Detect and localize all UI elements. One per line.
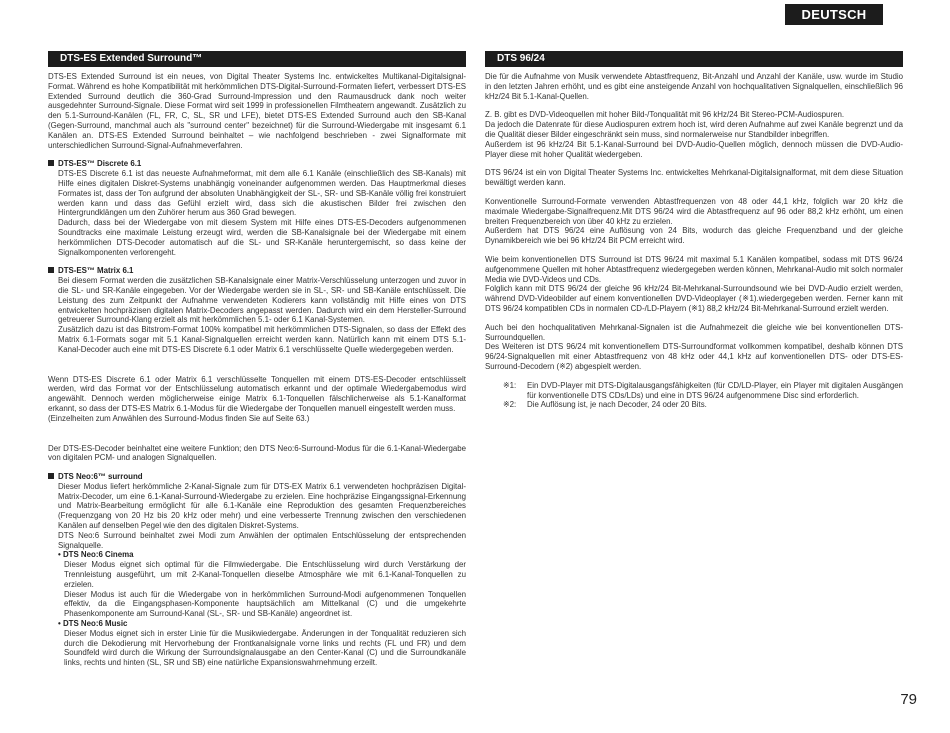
page-number: 79 (900, 691, 917, 708)
page-reference: (Einzelheiten zum Anwählen des Surround-Modus finden Sie auf Seite 63.) (48, 413, 310, 423)
language-tab: DEUTSCH (785, 4, 883, 25)
matrix-paragraph: Zusätzlich dazu ist das Bitstrom-Format 100% kompatibel mit herkömmlichen DTS-Signalen, so dass der Effekt des Matrix 6.1-Formats sogar mit 5.1 Kanal-Signalquellen erreicht werden kann. Natürlich kann mit einem DTS 5.1-Kanal-Decoder auch eine mit DTS-ES Discrete 6.1 oder Matrix 6.1 verschlüsselte Quelle wiedergegeben werden. (58, 325, 466, 354)
neo6-cinema-paragraph: Dieser Modus ist auch für die Wiedergabe von in herkömmlichen Surround-Modi aufgenommenen Tonquellen effektiv, da die Eingangsphasen-Komponente hauptsächlich am Mittelkanal (C) und die umgekehrte Phasenkomponente am Surround-Kanal (SL-, SR- und SB-Kanäle) angeordnet ist. (64, 589, 466, 619)
dts96-paragraph: Außerdem ist 96 kHz/24 Bit 5.1-Kanal-Surround bei DVD-Audio-Quellen möglich, dennoch müssen die DVD-Audio-Player diese mit hoher Qualität wiedergeben. (485, 139, 903, 159)
square-bullet-icon (48, 473, 54, 479)
neo6-music-heading: • DTS Neo:6 Music (58, 619, 128, 629)
neo6-intro: Der DTS-ES-Decoder beinhaltet eine weitere Funktion; den DTS Neo:6-Surround-Modus für die 6.1-Kanal-Wiedergabe von digitalen PCM- und analogen Signalquellen. (48, 443, 466, 463)
matrix-paragraph: Bei diesem Format werden die zusätzlichen SB-Kanalsignale einer Matrix-Verschlüsselung unterzogen und zuvor in die SL- und SR-Kanäle eingegeben. Vor der Wiedergabe werden sie in SL-, SR- und SB-Kanäle entschlüsselt. Die Leistung des zum Zeitpunkt der Aufnahme verwendeten Kodierers kann vollständig mit Hilfe eines von DTS entwickelten hochpräzisen digitalen Matrix-Decoders angepasst werden. Dadurch wird ein dem Hersteller-Surround getreuerer Surround-Klang erzielt als mit herkömmlichen 5.1- oder 6.1 Kanal-Systemen. (58, 276, 466, 325)
section-title-dts-es: DTS-ES Extended Surround™ (48, 51, 466, 67)
dts96-paragraph: Die für die Aufnahme von Musik verwendete Abtastfrequenz, Bit-Anzahl und Anzahl der Kanäle, usw. wurde im Studio in den letzten Jahren erhöht, und es gibt eine ansteigende Anzahl von hochqualitativen Signalquellen, einschließlich 96 kHz/24 Bit 5.1-Kanal-Quellen. (485, 72, 903, 101)
footnote-mark: ※1: (503, 380, 517, 390)
footnotes (485, 381, 903, 410)
neo6-music-paragraph: Dieser Modus eignet sich in erster Linie für die Musikwiedergabe. Änderungen in der Tonqualität reduzieren sich durch die Dekodierung mit Hervorhebung der Frontkanalsignale vorne links und rechts (FL und FR) und dem Soundfeld wird durch die Wirkung der Surroundsignalausgabe an den Center-Kanal (C) und die Surroundkanäle links, rechts und hinten (SL, SR und SB) eine natürliche Expansionswahrnehmung erzeilt. (64, 628, 466, 668)
discrete-paragraph: DTS-ES Discrete 6.1 ist das neueste Aufnahmeformat, mit dem alle 6.1 Kanäle (einschließlich des SB-Kanals) mit Hilfe eines digitalen Diskret-Systems unabhängig voneinander aufgenommen werden. Das Hauptmerkmal dieses Formates ist, dass der Ton aufgrund der absoluten Unabhängigkeit der SL-, SR- und SB-Kanäle völlig frei konstruiert werden kann und dass das Gefühl erzielt wird, dass sich die akustischen Bilder frei zwischen den Hintergrundklängen um den Zuhörer herum aus 360 Grad bewegen. (58, 169, 466, 218)
dts96-paragraph: DTS 96/24 ist ein von Digital Theater Systems Inc. entwickeltes Mehrkanal-Digitalsignalformat, mit dem diese Situation bewältigt werden kann. (485, 168, 903, 188)
left-column (48, 51, 466, 668)
neo6-paragraph: Dieser Modus liefert herkömmliche 2-Kanal-Signale zum für DTS-EX Matrix 6.1 verwendeten hochpräzisen Digital-Matrix-Decoder, um eine 6.1-Kanal-Surround-Wiedergabe zu erzielen. Eine hochpräzise Eingangssignal-Erkennung und Matrix-Bearbeitung ermöglicht für alle 6.1-Kanäle eine Reproduktion des gesamten Frequenzbereiches (Frequenzgang von 20 Hz bis 20 kHz oder mehr) und eine verbesserte Trennung zwischen den verschiedenen Kanälen auf denselben Pegel wie den des digitalen Diskret-Systems. (58, 481, 466, 531)
section-title-dts-96-24: DTS 96/24 (485, 51, 903, 67)
matrix-heading: DTS-ES™ Matrix 6.1 (48, 266, 466, 276)
dts96-paragraph: Des Weiteren ist DTS 96/24 mit konventionellem DTS-Surroundformat vollkommen kompatibel, deshalb können DTS 96/24-Signalquellen mit einer Abtastfrequenz von 48 kHz oder 44,1 kHz auf konventionellen DTS- oder DTS-ES-Surround-Decodern (※2) abgespielt werden. (485, 342, 903, 371)
discrete-paragraph: Dadurch, dass bei der Wiedergabe von mit diesem System mit Hilfe eines DTS-ES-Decoders aufgenommenen Soundtracks eine maximale Leistung erzeugt wird, werden die SB-Kanalsignale bei der Wiedergabe mit einem herkömmlichen DTS-Decoder automatisch auf die SL- und SR-Kanäle heruntergemischt, so dass keine der Signalkomponenten verlorengeht. (58, 218, 466, 257)
dts96-paragraph: Wie beim konventionellen DTS Surround ist DTS 96/24 mit maximal 5.1 Kanälen kompatibel, sodass mit DTS 96/24 aufgenommene Quellen mit hoher Abtastfrequenz wiedergegeben werden können, Mehrkanal-Audio mit solch normaler Media wie DVD-Videos und CDs. (485, 254, 903, 284)
square-bullet-icon (48, 267, 54, 273)
footnote-text: Ein DVD-Player mit DTS-Digitalausgangsfähigkeiten (für CD/LD-Player, ein Player mit digitalen Ausgängen für konventionelle DTS CDs/LDs) und eine in DTS 96/24 aufgenommene Disc sind erforderlich. (527, 380, 903, 400)
neo6-heading: DTS Neo:6™ surround (48, 472, 466, 482)
footnote (485, 381, 903, 401)
footnote (485, 400, 903, 410)
dts96-paragraph: Da jedoch die Datenrate für diese Audiospuren extrem hoch ist, wird deren Aufnahme auf zwei Kanäle begrenzt und da die Qualität dieser Bilder eingeschränkt sein muss, sind normalerweise nur Standbilder inbegriffen. (485, 120, 903, 139)
discrete-section (48, 159, 466, 257)
neo6-cinema-paragraph: Dieser Modus eignet sich optimal für die Filmwiedergabe. Die Entschlüsselung wird durch Verstärkung der Trennleistung ausgeführt, um mit 2-Kanal-Tonquellen dieselbe Atmosphäre wie mit 6.1-Kanal-Tonquellen zu erzielen. (64, 560, 466, 589)
auto-detect-paragraph: Wenn DTS-ES Discrete 6.1 oder Matrix 6.1 verschlüsselte Tonquellen mit einem DTS-ES-Decoder entschlüsselt werden, wird das Format vor der Entschlüsselung automatisch erkannt und der optimale Wiedergabemodus wird angewählt. Dennoch werden möglicherweise einige Matrix 6.1-Tonquellen fälschlicherweise als 5.1-Kanalformat erkannt, so dass der DTS-ES Matrix 6.1-Modus für die Wiedergabe der Tonquellen manuell eingestellt werden muss. (48, 374, 466, 413)
footnote-text: Die Auflösung ist, je nach Decoder, 24 oder 20 Bits. (527, 400, 707, 410)
neo6-section (48, 472, 466, 668)
right-column (485, 51, 903, 410)
dts96-paragraph: Konventionelle Surround-Formate verwenden Abtastfrequenzen von 48 oder 44,1 kHz, folglich war 20 kHz die maximale Wiedergabe-Signalfrequenz.Mit DTS 96/24 wird die Abtastfrequenz auf 96 oder 88,2 kHz erhöht, um einen breiten Frequenzbereich von über 40 kHz zu erzielen. (485, 196, 903, 226)
dts96-paragraph: Z. B. gibt es DVD-Videoquellen mit hoher Bild-/Tonqualität mit 96 kHz/24 Bit Stereo-PCM-Audiospuren. (485, 110, 845, 120)
square-bullet-icon (48, 160, 54, 166)
dts96-paragraph: Außerdem hat DTS 96/24 eine Auflösung von 24 Bits, wodurch das gleiche Frequenzband und der gleiche Dynamikbereich wie bei 96 kHz/24 Bit PCM erreicht wird. (485, 226, 903, 246)
footnote-mark: ※2: (503, 400, 517, 410)
dts96-paragraph: Auch bei den hochqualitativen Mehrkanal-Signalen ist die Aufnahmezeit die gleiche wie bei konventionellen DTS-Surroundquellen. (485, 322, 903, 342)
dts-es-intro: DTS-ES Extended Surround ist ein neues, von Digital Theater Systems Inc. entwickeltes Multikanal-Digitalsignal-Format. Während es hohe Kompatibilität mit herkömmlichen DTS-Digital-Surround-Formaten liefert, verbessert DTS-ES Extended Surround deutlich die 360-Grad Surround-Impression und den Raumausdruck dank noch weiter ausgedehnter Surround-Signale. Diese Format wird seit 1999 in professionellen Filmtheatern angewandt. Zusätzlich zu den 5.1-Surround-Kanälen (FL, FR, C, SL, SR und LFE), bietet DTS-ES Extended Surround auch den SB-Kanal (Gegen-Surround, manchmal auch als "surround center" bezeichnet) für die Surround-Wiedergabe mit insgesamt 6.1 Kanälen an. DTS-ES Extended Surround beinhaltet – wie nachfolgend beschrieben - zwei Signalformate mit unterschiedlichen Surround-Signal-Aufnahmeverfahren. (48, 72, 466, 150)
dts96-paragraph: Folglich kann mit DTS 96/24 der gleiche 96 kHz/24 Bit-Mehrkanal-Surroundsound wie bei DVD-Audio erzielt werden, während DVD-Videobilder auf einem konventionellen DVD-Videoplayer (※1).wiedergegeben werden. Ferner kann mit DTS 96/24 kompatiblen CDs in normalen CD-/LD-Playern (※1) 88,2 kHz/24 Bit-Mehrkanal-Surround erzielt werden. (485, 284, 903, 313)
neo6-cinema-heading: • DTS Neo:6 Cinema (58, 550, 134, 560)
matrix-section (48, 266, 466, 354)
discrete-heading: DTS-ES™ Discrete 6.1 (48, 159, 466, 169)
neo6-paragraph: DTS Neo:6 Surround beinhaltet zwei Modi zum Anwählen der optimalen Entschlüsselung der entsprechenden Signalquelle. (58, 530, 466, 550)
